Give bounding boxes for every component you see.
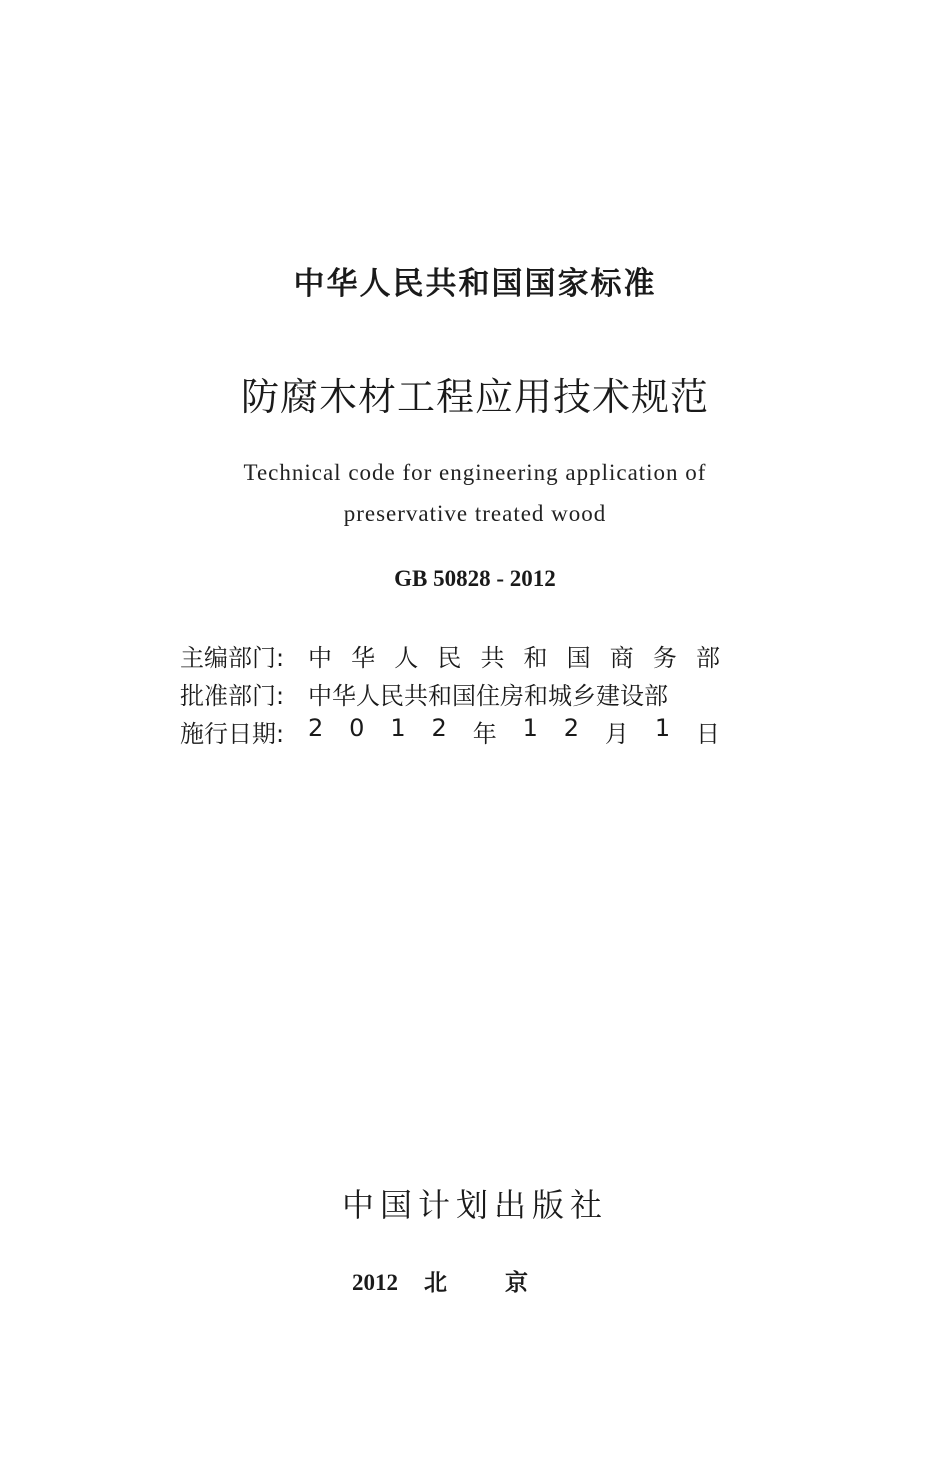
chief-editor-char: 中: [308, 643, 332, 672]
approver-label: 批准部门:: [180, 681, 285, 710]
chief-editor-char: 国: [566, 643, 591, 672]
chief-editor-char: 华: [351, 643, 376, 672]
imprint-year: 2012: [352, 1270, 398, 1295]
approver-value: 中华人民共和国住房和城乡建设部: [308, 681, 668, 710]
chief-editor-row: [180, 636, 720, 674]
national-standard-heading: 中华人民共和国国家标准: [293, 266, 657, 302]
effective-date-row: [180, 712, 720, 750]
effective-date-char: 年: [472, 719, 497, 748]
chief-editor-char: 民: [437, 643, 462, 672]
english-title-line-2: preservative treated wood: [343, 501, 607, 526]
standard-title-chinese: 防腐木材工程应用技术规范: [240, 375, 709, 419]
effective-date-value: [308, 714, 720, 749]
publication-details: [180, 636, 720, 750]
imprint-city: 北京: [424, 1270, 586, 1296]
effective-date-char: 1: [522, 713, 538, 742]
standard-code: GB 50828 - 2012: [394, 566, 556, 591]
publisher-name: 中国计划出版社: [341, 1186, 608, 1224]
effective-date-char: 1: [390, 713, 406, 742]
english-title-line-1: Technical code for engineering application of: [243, 460, 707, 485]
chief-editor-value: [308, 638, 720, 673]
effective-date-char: 0: [349, 713, 365, 742]
chief-editor-char: 务: [652, 643, 677, 672]
effective-date-char: 2: [431, 713, 447, 742]
chief-editor-char: 人: [394, 643, 419, 672]
imprint: [352, 1264, 586, 1297]
effective-date-char: 日: [695, 719, 720, 748]
effective-date-char: 月: [604, 719, 629, 748]
chief-editor-char: 商: [609, 643, 634, 672]
approver-row: [180, 674, 720, 712]
effective-date-char: 2: [563, 713, 580, 742]
chief-editor-char: 共: [480, 643, 505, 672]
chief-editor-char: 部: [695, 643, 720, 672]
effective-date-label: 施行日期:: [180, 719, 285, 748]
effective-date-char: 2: [308, 713, 324, 742]
chief-editor-char: 和: [523, 643, 548, 672]
effective-date-char: 1: [654, 713, 671, 742]
standard-title-english: [0, 452, 950, 534]
chief-editor-label: 主编部门:: [180, 643, 285, 672]
